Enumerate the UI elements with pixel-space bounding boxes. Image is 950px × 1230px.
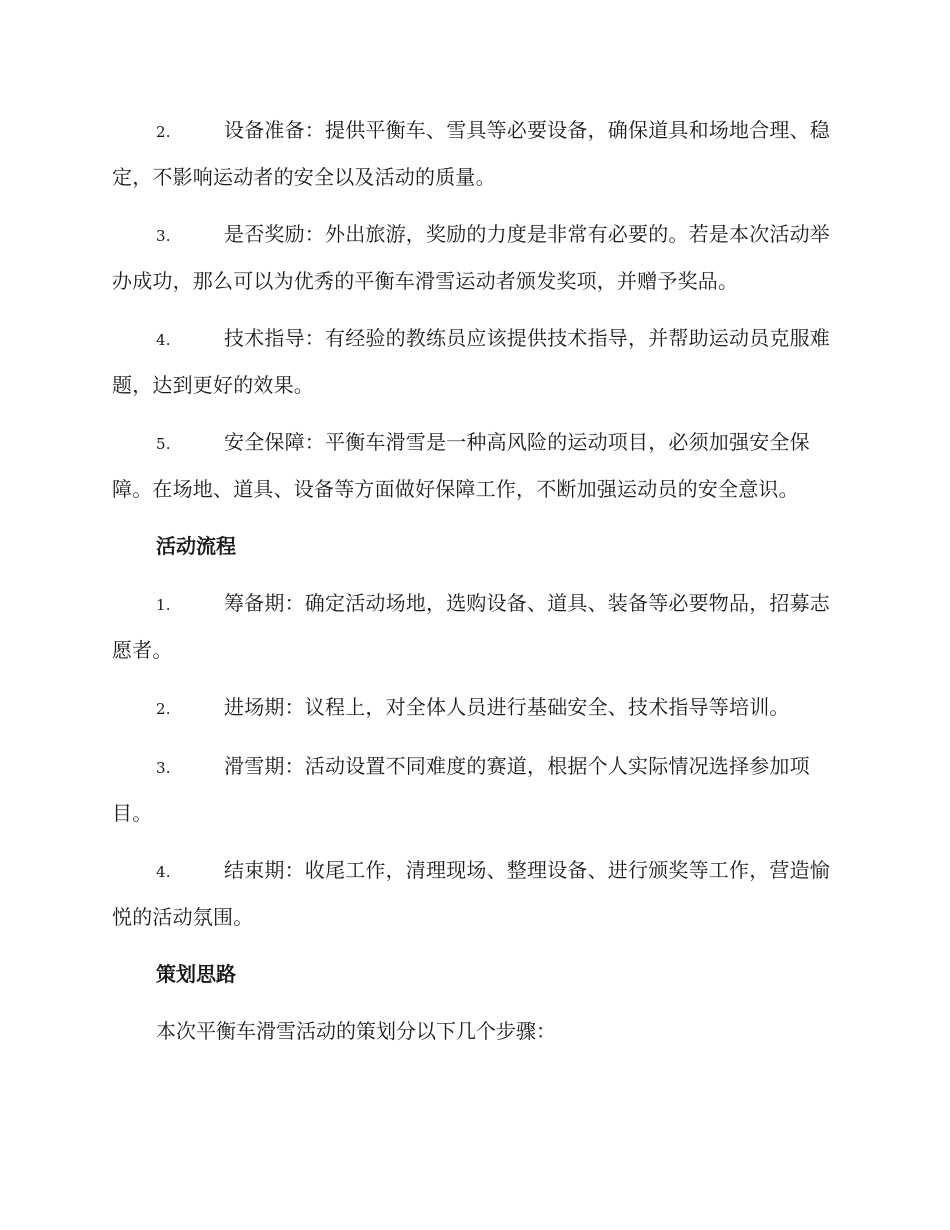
document-body: [112, 108, 832, 1054]
list-item: [112, 848, 832, 940]
section-heading-process: 活动流程: [156, 534, 236, 558]
list-text: 是否奖励：外出旅游，奖励的力度是非常有必要的。若是本次活动举办成功，那么可以为优秀的平衡车滑雪运动者颁发奖项，并赠予奖品。: [112, 222, 830, 293]
list-number: 2.: [156, 123, 171, 141]
list-item: [112, 212, 832, 304]
list-number: 3.: [156, 759, 171, 777]
list-text: 设备准备：提供平衡车、雪具等必要设备，确保道具和场地合理、稳定，不影响运动者的安全以及活动的质量。: [112, 118, 830, 189]
list-number: 1.: [156, 596, 171, 614]
list-item: [112, 744, 832, 836]
list-text: 结束期：收尾工作，清理现场、整理设备、进行颁奖等工作，营造愉悦的活动氛围。: [112, 858, 830, 929]
list-text: 滑雪期：活动设置不同难度的赛道，根据个人实际情况选择参加项目。: [112, 754, 810, 825]
list-text: 进场期：议程上，对全体人员进行基础安全、技术指导等培训。: [224, 695, 790, 719]
list-item: [112, 420, 832, 512]
list-number: 2.: [156, 700, 171, 718]
list-text: 安全保障：平衡车滑雪是一种高风险的运动项目，必须加强安全保障。在场地、道具、设备等方面做好保障工作，不断加强运动员的安全意识。: [112, 430, 810, 501]
plan-intro-paragraph: 本次平衡车滑雪活动的策划分以下几个步骤：: [156, 1019, 556, 1043]
list-item: [112, 581, 832, 673]
list-item: [112, 108, 832, 200]
list-number: 3.: [156, 227, 171, 245]
list-text: 技术指导：有经验的教练员应该提供技术指导，并帮助运动员克服难题，达到更好的效果。: [112, 326, 830, 397]
list-number: 5.: [156, 435, 171, 453]
list-number: 4.: [156, 863, 171, 881]
list-item: [112, 685, 832, 732]
list-number: 4.: [156, 331, 171, 349]
section-heading-plan: 策划思路: [156, 962, 236, 986]
list-text: 筹备期：确定活动场地，选购设备、道具、装备等必要物品，招募志愿者。: [112, 591, 830, 662]
list-item: [112, 316, 832, 408]
